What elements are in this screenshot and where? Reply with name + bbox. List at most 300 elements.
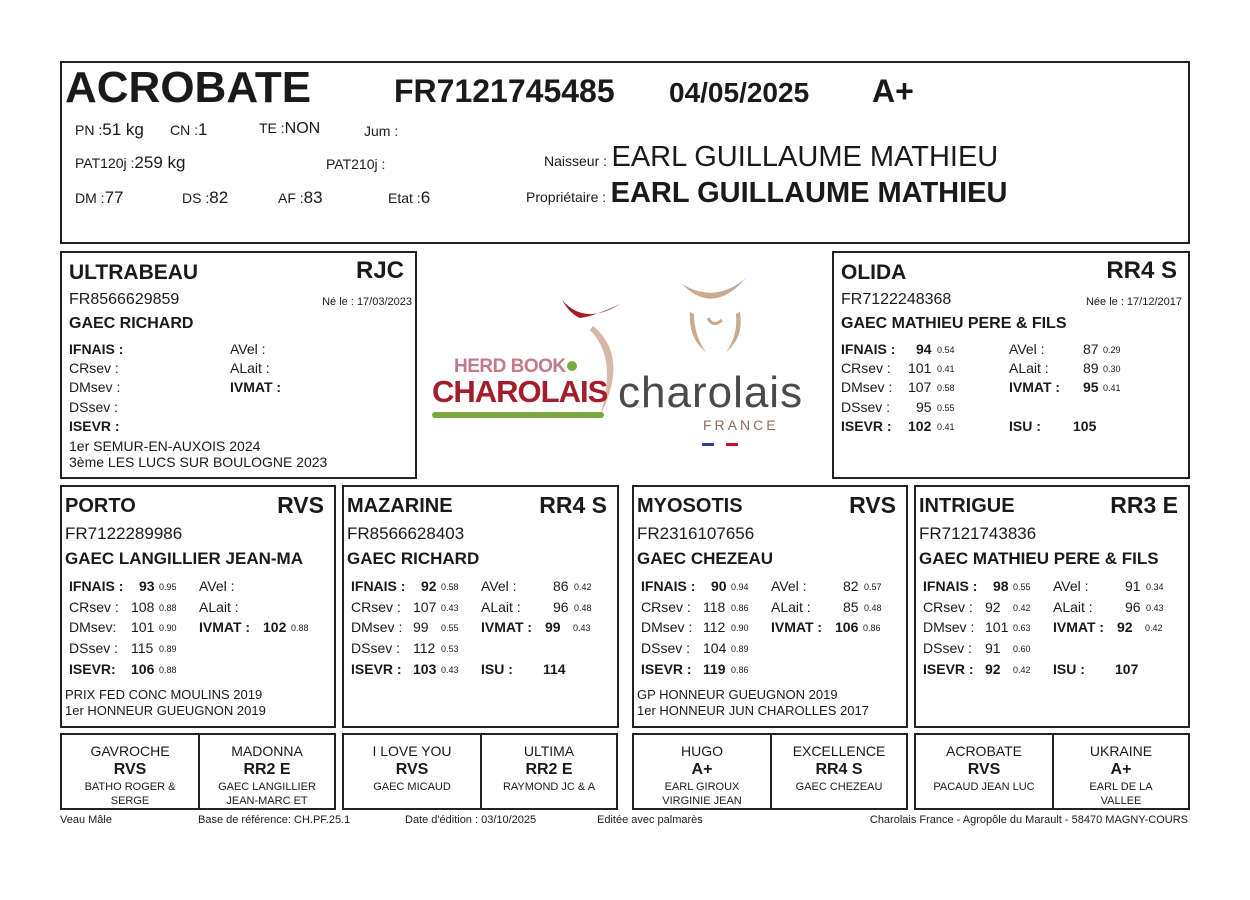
gp-avel-label: AVel : <box>1053 578 1089 594</box>
dam-ifnais-label: IFNAIS : <box>841 341 896 357</box>
ancestor-owner-2: SERGE <box>110 795 150 807</box>
gp-dmsev-label: DMsev : <box>351 619 403 635</box>
gp-isevr-row <box>641 661 749 677</box>
grandparent-id: FR7122289986 <box>65 524 183 543</box>
gp-isevr-coef: 0.86 <box>731 665 749 675</box>
af-field <box>278 188 323 208</box>
grandparent-owner: GAEC CHEZEAU <box>637 549 774 568</box>
grandparent-name: PORTO <box>65 495 136 517</box>
gp-isevr-value: 119 <box>703 661 726 677</box>
gp-dssev-coef: 0.53 <box>441 644 459 654</box>
grandparent-owner: GAEC LANGILLIER JEAN-MA <box>65 549 303 568</box>
gp-dmsev-row <box>641 619 749 635</box>
gp-ivmat-value: 102 <box>263 619 287 635</box>
dam-dmsev-label: DMsev : <box>841 379 893 395</box>
gp-isevr-coef: 0.42 <box>1013 665 1031 675</box>
gp-avel-label: AVel : <box>481 578 517 594</box>
dam-alait-label: ALait : <box>1009 360 1049 376</box>
gp-dssev-label: DSsev : <box>69 640 119 656</box>
gp-ifnais-label: IFNAIS : <box>351 578 406 594</box>
naisseur-field <box>544 141 998 174</box>
grandparent-id: FR2316107656 <box>637 524 755 543</box>
te-label: TE : <box>259 120 285 136</box>
gp-alait-label: ALait : <box>199 599 239 615</box>
gp-isevr-value: 106 <box>131 661 155 677</box>
gp-ifnais-value: 98 <box>993 578 1009 594</box>
gp-crsev-coef: 0.42 <box>1013 603 1031 613</box>
gp-ifnais-coef: 0.55 <box>1013 582 1031 592</box>
dam-ivmat-coef: 0.41 <box>1103 383 1121 393</box>
grandparent-owner: GAEC RICHARD <box>347 549 480 568</box>
gp-alait-row <box>771 599 882 615</box>
herdbook-underline <box>432 412 604 418</box>
gp-dssev-label: DSsev : <box>351 640 401 656</box>
naisseur-label: Naisseur : <box>544 153 608 169</box>
dam-ivmat-row <box>1009 379 1121 395</box>
flag-blue-dash <box>702 443 714 446</box>
dm-value: 77 <box>104 188 124 207</box>
sire-avel-label: AVel : <box>230 341 266 357</box>
ds-label: DS : <box>182 190 210 206</box>
dam-ifnais-value: 94 <box>916 341 932 357</box>
pat120-field <box>75 153 185 173</box>
etat-value: 6 <box>420 188 431 207</box>
ancestor-cell <box>634 735 770 808</box>
ancestor-grade: RVS <box>967 761 1001 778</box>
ancestor-grade: RR4 S <box>815 761 863 778</box>
sire-isevr-label: ISEVR : <box>69 418 120 434</box>
gp-dmsev-row <box>351 619 459 635</box>
ancestor-name: UKRAINE <box>1089 743 1153 759</box>
gp-ivmat-label: IVMAT : <box>771 619 823 635</box>
gp-ivmat-coef: 0.43 <box>573 623 591 633</box>
dam-ifnais-row <box>841 341 955 357</box>
dam-isevr-value: 102 <box>908 418 932 434</box>
gp-ivmat-label: IVMAT : <box>481 619 533 635</box>
gp-dmsev-row <box>923 619 1031 635</box>
ancestor-cell <box>480 735 616 808</box>
gp-alait-label: ALait : <box>481 599 521 615</box>
footer-edition: Date d'édition : 03/10/2025 <box>405 814 537 826</box>
gp-ifnais-row <box>641 578 749 594</box>
grandparent-name: MYOSOTIS <box>637 495 743 517</box>
dam-owner: GAEC MATHIEU PERE & FILS <box>841 315 1067 332</box>
gp-ivmat-label: IVMAT : <box>1053 619 1105 635</box>
ancestor-owner-1: RAYMOND JC & A <box>502 781 596 793</box>
herdbook-logo <box>430 296 630 426</box>
gp-dssev-value: 91 <box>985 640 1001 656</box>
gp-ivmat-value: 99 <box>545 619 561 635</box>
animal-name: ACROBATE <box>65 63 312 112</box>
footer-palmares: Editée avec palmarès <box>597 814 703 826</box>
proprietaire-label: Propriétaire : <box>526 189 607 205</box>
dam-card <box>832 251 1190 479</box>
gp-dmsev-label: DMsev : <box>641 619 693 635</box>
footer-org: Charolais France - Agropôle du Marault - 58470 MAGNY-COURS <box>869 814 1188 826</box>
gp-ivmat-value: 92 <box>1117 619 1133 635</box>
gp-palmares-1: PRIX FED CONC MOULINS 2019 <box>65 687 263 702</box>
gp-dssev-label: DSsev : <box>923 640 973 656</box>
sire-palmares-1: 1er SEMUR-EN-AUXOIS 2024 <box>69 438 261 454</box>
ancestor-owner-2: JEAN-MARC ET <box>226 795 308 807</box>
ancestor-cell <box>916 735 1052 808</box>
gp-avel-label: AVel : <box>771 578 807 594</box>
dm-label: DM : <box>75 190 105 206</box>
animal-header <box>60 61 1190 244</box>
gp-dmsev-label: DMsev: <box>69 619 117 635</box>
gp-crsev-coef: 0.88 <box>159 603 177 613</box>
ancestor-name: EXCELLENCE <box>792 743 886 759</box>
sire-ifnais-label: IFNAIS : <box>69 341 124 357</box>
great-grandparents-box <box>632 733 908 810</box>
gp-dmsev-value: 112 <box>703 619 726 635</box>
animal-id: FR7121745485 <box>394 73 615 109</box>
gp-dssev-row <box>69 640 177 656</box>
dam-alait-value: 89 <box>1083 360 1099 376</box>
ancestor-cell <box>62 735 198 808</box>
grandparent-card-mazarine <box>342 485 619 728</box>
cn-value: 1 <box>198 120 208 139</box>
pat210-label: PAT210j : <box>326 156 386 172</box>
gp-ifnais-coef: 0.94 <box>731 582 749 592</box>
dam-born: Née le : 17/12/2017 <box>1085 296 1182 308</box>
gp-alait-row <box>199 599 239 615</box>
great-grandparents-box <box>60 733 336 810</box>
af-label: AF : <box>278 190 304 206</box>
grandparent-grade: RR3 E <box>1110 492 1178 518</box>
gp-dssev-value: 104 <box>703 640 727 656</box>
grandparent-grade: RR4 S <box>539 492 607 518</box>
pn-label: PN : <box>75 122 103 138</box>
gp-palmares-2: 1er HONNEUR GUEUGNON 2019 <box>65 703 266 718</box>
gp-isevr-label: ISEVR : <box>641 661 692 677</box>
sire-owner: GAEC RICHARD <box>69 315 194 332</box>
grandparent-name: MAZARINE <box>347 495 453 517</box>
grandparent-card-myosotis <box>632 485 908 728</box>
gp-alait-label: ALait : <box>1053 599 1093 615</box>
gp-dmsev-value: 99 <box>413 619 429 635</box>
dam-id: FR7122248368 <box>841 291 952 308</box>
ancestor-grade: RVS <box>395 761 429 778</box>
gp-avel-row <box>481 578 592 594</box>
sire-palmares-2: 3ème LES LUCS SUR BOULOGNE 2023 <box>69 454 328 470</box>
gp-ifnais-value: 93 <box>139 578 155 594</box>
sire-dssev-label: DSsev : <box>69 399 119 415</box>
gp-ifnais-label: IFNAIS : <box>641 578 696 594</box>
jum-label: Jum : <box>364 123 399 139</box>
gp-isevr-row <box>69 661 177 677</box>
gp-avel-row <box>1053 578 1164 594</box>
ancestor-cell <box>770 735 906 808</box>
gp-alait-coef: 0.48 <box>574 603 592 613</box>
pat120-label: PAT120j : <box>75 155 135 171</box>
dam-dssev-row <box>841 399 955 415</box>
dam-crsev-coef: 0.41 <box>937 364 955 374</box>
gp-ivmat-value: 106 <box>835 619 859 635</box>
herdbook-title: HERD BOOK <box>454 356 566 377</box>
ds-field <box>182 188 228 208</box>
gp-dssev-label: DSsev : <box>641 640 691 656</box>
gp-ivmat-coef: 0.86 <box>863 623 881 633</box>
dam-name: OLIDA <box>841 261 907 284</box>
sire-grade: RJC <box>355 257 404 284</box>
dam-dmsev-value: 107 <box>908 379 932 395</box>
gp-avel-coef: 0.57 <box>864 582 882 592</box>
dam-dssev-value: 95 <box>916 399 932 415</box>
cn-label: CN : <box>170 122 198 138</box>
gp-crsev-label: CRsev : <box>923 599 973 615</box>
dam-grade: RR4 S <box>1106 257 1177 284</box>
gp-ifnais-row <box>923 578 1031 594</box>
great-grandparents-box <box>342 733 618 810</box>
gp-avel-coef: 0.34 <box>1146 582 1164 592</box>
gp-dssev-value: 112 <box>413 640 436 656</box>
gp-palmares-1: GP HONNEUR GUEUGNON 2019 <box>637 687 838 702</box>
gp-ifnais-row <box>69 578 177 594</box>
gp-crsev-value: 107 <box>413 599 437 615</box>
ancestor-grade: A+ <box>691 761 713 778</box>
gp-crsev-label: CRsev : <box>69 599 119 615</box>
dam-dmsev-coef: 0.58 <box>937 383 955 393</box>
gp-dmsev-label: DMsev : <box>923 619 975 635</box>
dam-alait-coef: 0.30 <box>1103 364 1121 374</box>
dam-ivmat-label: IVMAT : <box>1009 379 1061 395</box>
gp-crsev-value: 118 <box>703 599 726 615</box>
great-grandparents-box <box>914 733 1190 810</box>
gp-ivmat-row <box>771 619 881 635</box>
dam-crsev-value: 101 <box>908 360 932 376</box>
gp-palmares-2: 1er HONNEUR JUN CHAROLLES 2017 <box>637 703 869 718</box>
gp-ivmat-coef: 0.88 <box>291 623 309 633</box>
gp-isevr-label: ISEVR: <box>69 661 116 677</box>
ancestor-grade: A+ <box>1110 761 1132 778</box>
gp-isu-label: ISU : <box>1053 661 1085 677</box>
gp-dssev-coef: 0.60 <box>1013 644 1031 654</box>
gp-ifnais-coef: 0.95 <box>159 582 177 592</box>
ancestor-grade: RR2 E <box>525 761 573 778</box>
pn-value: 51 kg <box>102 120 144 139</box>
gp-alait-row <box>1053 599 1164 615</box>
gp-dssev-row <box>641 640 749 656</box>
gp-dmsev-value: 101 <box>985 619 1009 635</box>
sire-dmsev-label: DMsev : <box>69 379 121 395</box>
grandparent-grade: RVS <box>277 492 324 518</box>
proprietaire-field <box>526 177 1007 210</box>
dam-ifnais-coef: 0.54 <box>937 345 955 355</box>
gp-ifnais-label: IFNAIS : <box>923 578 978 594</box>
ancestor-owner-1: GAEC LANGILLIER <box>218 781 316 793</box>
gp-crsev-row <box>69 599 177 615</box>
gp-isu-label: ISU : <box>481 661 513 677</box>
gp-ifnais-coef: 0.58 <box>441 582 459 592</box>
gp-dmsev-value: 101 <box>131 619 155 635</box>
gp-ifnais-label: IFNAIS : <box>69 578 124 594</box>
gp-ivmat-label: IVMAT : <box>199 619 251 635</box>
gp-avel-row <box>771 578 882 594</box>
gp-alait-label: ALait : <box>771 599 811 615</box>
ancestor-name: HUGO <box>681 743 723 759</box>
te-value: NON <box>284 120 321 137</box>
gp-crsev-coef: 0.86 <box>731 603 749 613</box>
ancestor-name: I LOVE YOU <box>372 743 452 759</box>
pn-field <box>75 120 144 140</box>
herdbook-brand: CHAROLAIS <box>432 374 608 409</box>
ancestor-name: GAVROCHE <box>90 743 170 759</box>
af-value: 83 <box>303 188 323 207</box>
gp-ivmat-row <box>1053 619 1163 635</box>
dam-crsev-label: CRsev : <box>841 360 891 376</box>
gp-alait-value: 96 <box>553 599 569 615</box>
ancestor-cell <box>344 735 480 808</box>
charolais-france-horns-icon <box>618 276 823 356</box>
gp-dssev-row <box>351 640 459 656</box>
gp-ifnais-value: 90 <box>711 578 727 594</box>
gp-crsev-label: CRsev : <box>641 599 691 615</box>
grandparent-grade: RVS <box>849 492 896 518</box>
gp-avel-value: 86 <box>553 578 569 594</box>
ancestor-owner-1: GAEC MICAUD <box>373 781 451 793</box>
sire-name: ULTRABEAU <box>69 261 199 284</box>
gp-crsev-row <box>923 599 1031 615</box>
etat-label: Etat : <box>388 190 421 206</box>
ancestor-owner-2: VIRGINIE JEAN <box>662 795 742 807</box>
gp-alait-value: 85 <box>843 599 859 615</box>
gp-dssev-value: 115 <box>131 640 154 656</box>
dam-isevr-coef: 0.41 <box>937 422 955 432</box>
gp-crsev-label: CRsev : <box>351 599 401 615</box>
gp-crsev-row <box>641 599 749 615</box>
gp-alait-coef: 0.43 <box>1146 603 1164 613</box>
animal-date: 04/05/2025 <box>669 77 810 108</box>
flag-red-dash <box>726 443 738 446</box>
dam-ivmat-value: 95 <box>1083 379 1099 395</box>
sire-card <box>60 251 417 479</box>
gp-isu-row <box>1053 661 1139 677</box>
ancestor-grade: RVS <box>113 761 147 778</box>
gp-isevr-value: 103 <box>413 661 437 677</box>
dm-field <box>75 188 123 208</box>
gp-crsev-value: 92 <box>985 599 1001 615</box>
gp-dssev-coef: 0.89 <box>159 644 177 654</box>
gp-alait-row <box>481 599 592 615</box>
gp-ivmat-coef: 0.42 <box>1145 623 1163 633</box>
gp-avel-coef: 0.42 <box>574 582 592 592</box>
gp-isevr-row <box>923 661 1031 677</box>
proprietaire-value: EARL GUILLAUME MATHIEU <box>610 177 1008 209</box>
ancestor-name: MADONNA <box>231 743 303 759</box>
pat120-value: 259 kg <box>134 153 186 172</box>
herdbook-dot-icon <box>567 361 577 371</box>
charolais-france-wordmark: charolais <box>618 368 804 417</box>
gp-ifnais-row <box>351 578 459 594</box>
dam-dssev-label: DSsev : <box>841 399 891 415</box>
gp-isu-value: 107 <box>1115 661 1139 677</box>
animal-grade: A+ <box>872 73 914 109</box>
gp-dmsev-row <box>69 619 177 635</box>
charolais-france-sub: FRANCE <box>703 417 779 433</box>
gp-dssev-coef: 0.89 <box>731 644 749 654</box>
gp-avel-row <box>199 578 235 594</box>
gp-alait-coef: 0.48 <box>864 603 882 613</box>
gp-isu-value: 114 <box>543 661 566 677</box>
ancestor-owner-1: GAEC CHEZEAU <box>795 781 883 793</box>
sire-alait-label: ALait : <box>230 360 270 376</box>
gp-dmsev-coef: 0.90 <box>731 623 749 633</box>
gp-isu-row <box>481 661 566 677</box>
gp-crsev-coef: 0.43 <box>441 603 459 613</box>
gp-ivmat-row <box>481 619 591 635</box>
ancestor-grade: RR2 E <box>243 761 291 778</box>
ancestor-owner-1: BATHO ROGER & <box>84 781 176 793</box>
grandparent-owner: GAEC MATHIEU PERE & FILS <box>919 549 1159 568</box>
etat-field <box>388 188 430 208</box>
dam-isu-label: ISU : <box>1009 418 1041 434</box>
ds-value: 82 <box>209 188 229 207</box>
dam-isevr-label: ISEVR : <box>841 418 892 434</box>
naisseur-value: EARL GUILLAUME MATHIEU <box>611 141 999 173</box>
gp-isevr-label: ISEVR : <box>351 661 402 677</box>
sire-id: FR8566629859 <box>69 291 180 308</box>
gp-isevr-coef: 0.88 <box>159 665 177 675</box>
dam-dmsev-row <box>841 379 955 395</box>
dam-avel-label: AVel : <box>1009 341 1045 357</box>
grandparent-id: FR8566628403 <box>347 524 465 543</box>
dam-avel-row <box>1009 341 1121 357</box>
ancestor-name: ULTIMA <box>523 743 575 759</box>
gp-crsev-value: 108 <box>131 599 155 615</box>
gp-dssev-row <box>923 640 1031 656</box>
footer-sex: Veau Mâle <box>60 814 112 826</box>
footer-base: Base de référence: CH.PF.25.1 <box>198 814 351 826</box>
gp-dmsev-coef: 0.63 <box>1013 623 1031 633</box>
gp-isevr-coef: 0.43 <box>441 665 459 675</box>
sire-born: Né le : 17/03/2023 <box>322 296 412 308</box>
gp-alait-value: 96 <box>1125 599 1141 615</box>
ancestor-owner-1: EARL DE LA <box>1089 781 1153 793</box>
ancestor-owner-1: PACAUD JEAN LUC <box>933 781 1035 793</box>
gp-isevr-value: 92 <box>985 661 1001 677</box>
grandparent-card-intrigue <box>914 485 1190 728</box>
gp-avel-label: AVel : <box>199 578 235 594</box>
ancestor-owner-1: EARL GIROUX <box>664 781 740 793</box>
cn-field <box>170 120 207 140</box>
charolais-france-logo <box>618 276 823 451</box>
gp-crsev-row <box>351 599 459 615</box>
gp-ifnais-value: 92 <box>421 578 437 594</box>
dam-isu-row <box>1009 418 1097 434</box>
gp-dmsev-coef: 0.55 <box>441 623 459 633</box>
gp-dmsev-coef: 0.90 <box>159 623 177 633</box>
ancestor-cell <box>1052 735 1188 808</box>
dam-isevr-row <box>841 418 955 434</box>
gp-isevr-row <box>351 661 459 677</box>
ancestor-owner-2: VALLEE <box>1100 795 1142 807</box>
dam-isu-value: 105 <box>1073 418 1097 434</box>
dam-avel-coef: 0.29 <box>1103 345 1121 355</box>
dam-dssev-coef: 0.55 <box>937 403 955 413</box>
grandparent-card-porto <box>60 485 336 728</box>
gp-avel-value: 82 <box>843 578 859 594</box>
gp-isevr-label: ISEVR : <box>923 661 974 677</box>
ancestor-cell <box>198 735 334 808</box>
gp-ivmat-row <box>199 619 309 635</box>
ancestor-name: ACROBATE <box>946 743 1022 759</box>
gp-avel-value: 91 <box>1125 578 1141 594</box>
dam-alait-row <box>1009 360 1121 376</box>
dam-avel-value: 87 <box>1083 341 1099 357</box>
grandparent-name: INTRIGUE <box>919 495 1015 517</box>
grandparent-id: FR7121743836 <box>919 524 1037 543</box>
